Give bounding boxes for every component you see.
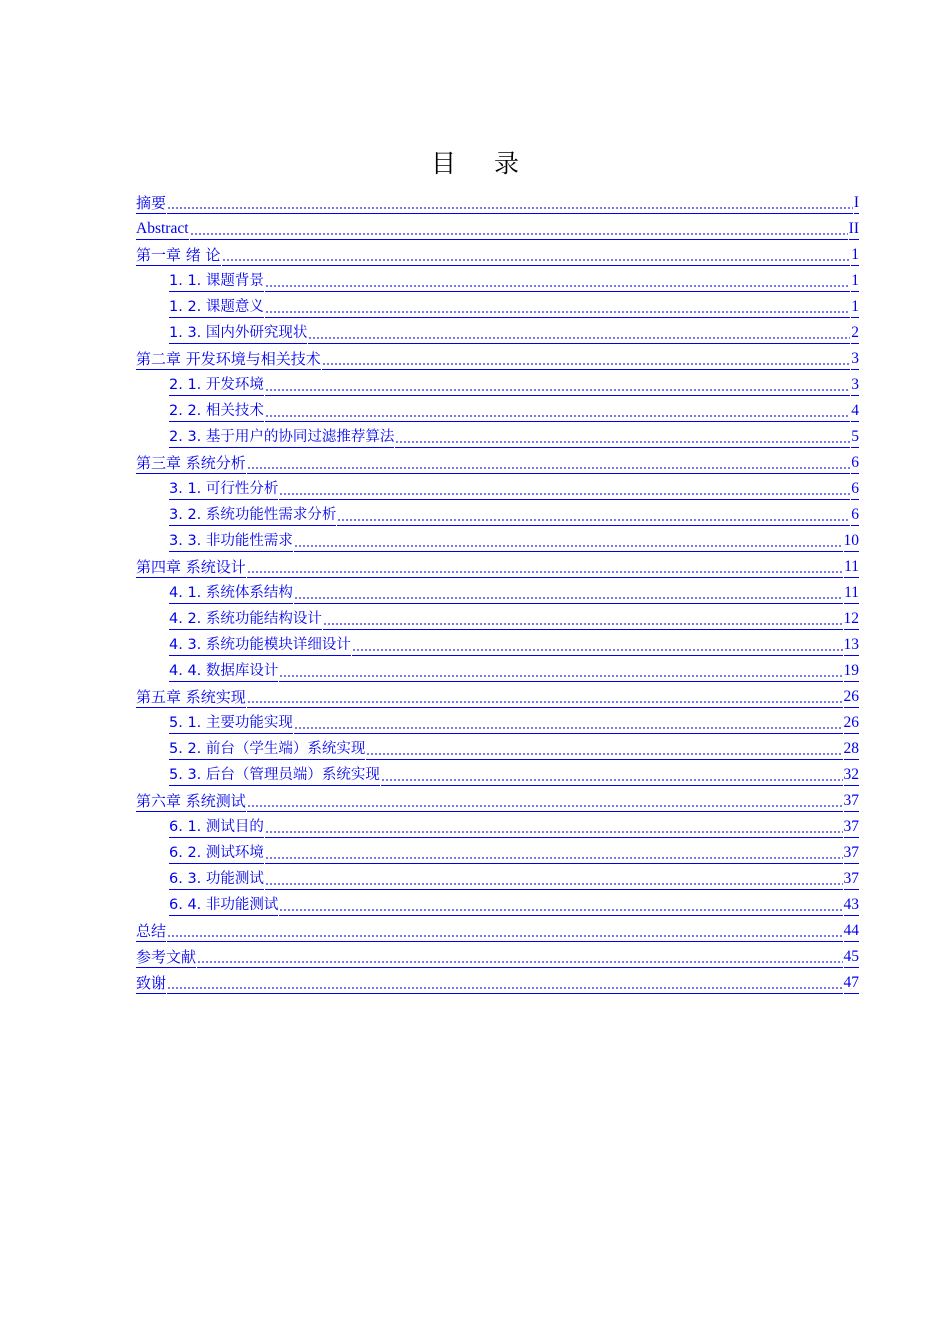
toc-entry[interactable] — [136, 266, 859, 292]
toc-dot-leader — [197, 947, 842, 968]
toc-dot-leader — [279, 479, 850, 500]
toc-entry-label: 3. 3. 非功能性需求 — [169, 531, 293, 552]
toc-entry-label: Abstract — [136, 219, 189, 240]
toc-entry-label: 4. 1. 系统体系结构 — [169, 583, 293, 604]
toc-entry[interactable] — [136, 474, 859, 500]
toc-entry-label: 第六章 系统测试 — [136, 792, 246, 810]
toc-dot-leader — [265, 843, 843, 864]
toc-dot-leader — [322, 349, 850, 370]
toc-entry[interactable] — [136, 370, 859, 396]
toc-entry[interactable] — [136, 396, 859, 422]
toc-entry-page-number: 2 — [851, 323, 859, 344]
toc-dot-leader — [265, 271, 850, 292]
toc-entry-label: 6. 1. 测试目的 — [169, 817, 264, 838]
toc-entry-label: 总结 — [136, 922, 167, 940]
toc-entry-page-number: 4 — [851, 401, 859, 422]
toc-entry-label: 3. 2. 系统功能性需求分析 — [169, 505, 336, 526]
toc-entry[interactable] — [136, 916, 859, 942]
toc-entry-label: 6. 4. 非功能测试 — [169, 895, 278, 916]
toc-entry-page-number: 37 — [844, 869, 860, 890]
toc-entry-page-number: 1 — [851, 297, 859, 318]
toc-entry[interactable] — [136, 682, 859, 708]
toc-entry-page-number: 10 — [844, 531, 860, 552]
toc-dot-leader — [308, 323, 850, 344]
toc-entry[interactable] — [136, 968, 859, 994]
toc-entry-page-number: 3 — [851, 349, 859, 370]
toc-dot-leader — [265, 817, 843, 838]
toc-entry-page-number: 6 — [851, 479, 859, 500]
toc-dot-leader — [381, 765, 843, 786]
toc-dot-leader — [395, 427, 850, 448]
toc-entry-page-number: 6 — [851, 505, 859, 526]
toc-entry-label: 3. 1. 可行性分析 — [169, 479, 278, 500]
toc-entry[interactable] — [136, 214, 859, 240]
toc-entry[interactable] — [136, 552, 859, 578]
toc-dot-leader — [247, 453, 850, 474]
toc-dot-leader — [265, 869, 843, 890]
toc-dot-leader — [190, 219, 848, 240]
toc-entry-label: 5. 1. 主要功能实现 — [169, 713, 293, 734]
toc-entry[interactable] — [136, 942, 859, 968]
toc-entry-page-number: 1 — [851, 245, 859, 266]
toc-entry[interactable] — [136, 344, 859, 370]
toc-entry[interactable] — [136, 708, 859, 734]
toc-entry[interactable] — [136, 422, 859, 448]
toc-entry-label: 参考文献 — [136, 948, 197, 966]
toc-dot-leader — [247, 791, 843, 812]
toc-entry-page-number: 43 — [844, 895, 860, 916]
toc-entry[interactable] — [136, 760, 859, 786]
toc-dot-leader — [294, 713, 843, 734]
toc-dot-leader — [222, 245, 851, 266]
toc-entry-page-number: 44 — [844, 921, 860, 942]
toc-entry[interactable] — [136, 786, 859, 812]
toc-dot-leader — [167, 921, 842, 942]
toc-entry-label: 第四章 系统设计 — [136, 558, 246, 576]
toc-entry-page-number: 11 — [844, 583, 859, 604]
toc-entry[interactable] — [136, 864, 859, 890]
toc-dot-leader — [279, 895, 842, 916]
toc-dot-leader — [167, 193, 853, 214]
toc-entry-label: 4. 4. 数据库设计 — [169, 661, 278, 682]
toc-entry[interactable] — [136, 240, 859, 266]
toc-entry-page-number: 5 — [851, 427, 859, 448]
toc-heading: 目录 — [430, 149, 557, 178]
toc-entry-page-number: 13 — [844, 635, 860, 656]
toc-entry[interactable] — [136, 188, 859, 214]
toc-entry-label: 第一章 绪 论 — [136, 246, 221, 264]
toc-entry-label: 4. 3. 系统功能模块详细设计 — [169, 635, 351, 656]
toc-dot-leader — [366, 739, 842, 760]
toc-entry-label: 2. 2. 相关技术 — [169, 401, 264, 422]
toc-entry-label: 2. 3. 基于用户的协同过滤推荐算法 — [169, 427, 394, 448]
toc-dot-leader — [294, 531, 843, 552]
toc-entry[interactable] — [136, 578, 859, 604]
toc-entry-label: 4. 2. 系统功能结构设计 — [169, 609, 322, 630]
toc-entry-page-number: 1 — [851, 271, 859, 292]
toc-dot-leader — [167, 973, 842, 994]
toc-entry-label: 5. 3. 后台（管理员端）系统实现 — [169, 765, 380, 786]
toc-entry-label: 第二章 开发环境与相关技术 — [136, 350, 321, 368]
toc-entry[interactable] — [136, 812, 859, 838]
toc-dot-leader — [247, 557, 843, 578]
toc-entry-label: 致谢 — [136, 974, 167, 992]
toc-entry[interactable] — [136, 292, 859, 318]
toc-entry-page-number: 37 — [844, 843, 860, 864]
toc-entry-page-number: 6 — [851, 453, 859, 474]
toc-entry-label: 1. 1. 课题背景 — [169, 271, 264, 292]
toc-entry-page-number: II — [849, 219, 859, 240]
toc-entry-label: 摘要 — [136, 194, 167, 212]
toc-entry-page-number: 37 — [844, 791, 860, 812]
toc-entry[interactable] — [136, 318, 859, 344]
toc-entry-label: 2. 1. 开发环境 — [169, 375, 264, 396]
toc-entry-page-number: 12 — [844, 609, 860, 630]
toc-entry-page-number: 28 — [844, 739, 860, 760]
toc-dot-leader — [323, 609, 843, 630]
toc-entry-label: 5. 2. 前台（学生端）系统实现 — [169, 739, 365, 760]
toc-entry[interactable] — [136, 838, 859, 864]
toc-dot-leader — [352, 635, 843, 656]
toc-entry-page-number: 32 — [844, 765, 860, 786]
toc-entry-page-number: 45 — [844, 947, 860, 968]
toc-entry-page-number: I — [854, 193, 859, 214]
toc-dot-leader — [265, 297, 850, 318]
toc-entry-page-number: 26 — [844, 687, 860, 708]
toc-entry-page-number: 47 — [844, 973, 860, 994]
toc-entry-page-number: 37 — [844, 817, 860, 838]
toc-entry-label: 6. 2. 测试环境 — [169, 843, 264, 864]
toc-entry[interactable] — [136, 448, 859, 474]
toc-dot-leader — [265, 375, 850, 396]
toc-entry[interactable] — [136, 890, 859, 916]
toc-entry-page-number: 11 — [844, 557, 859, 578]
toc-entry[interactable] — [136, 734, 859, 760]
toc-entry[interactable] — [136, 656, 859, 682]
toc-entry-label: 1. 2. 课题意义 — [169, 297, 264, 318]
toc-entry-label: 1. 3. 国内外研究现状 — [169, 323, 307, 344]
toc-dot-leader — [247, 687, 843, 708]
toc-entry[interactable] — [136, 604, 859, 630]
toc-dot-leader — [337, 505, 850, 526]
toc-dot-leader — [294, 583, 843, 604]
toc-entry-label: 第五章 系统实现 — [136, 688, 246, 706]
toc-dot-leader — [279, 661, 842, 682]
toc-entry[interactable] — [136, 526, 859, 552]
toc-entry-label: 6. 3. 功能测试 — [169, 869, 264, 890]
table-of-contents — [136, 188, 859, 994]
toc-entry-page-number: 19 — [844, 661, 860, 682]
toc-entry[interactable] — [136, 630, 859, 656]
toc-entry-page-number: 26 — [844, 713, 860, 734]
toc-entry[interactable] — [136, 500, 859, 526]
toc-dot-leader — [265, 401, 850, 422]
toc-entry-page-number: 3 — [851, 375, 859, 396]
toc-entry-label: 第三章 系统分析 — [136, 454, 246, 472]
